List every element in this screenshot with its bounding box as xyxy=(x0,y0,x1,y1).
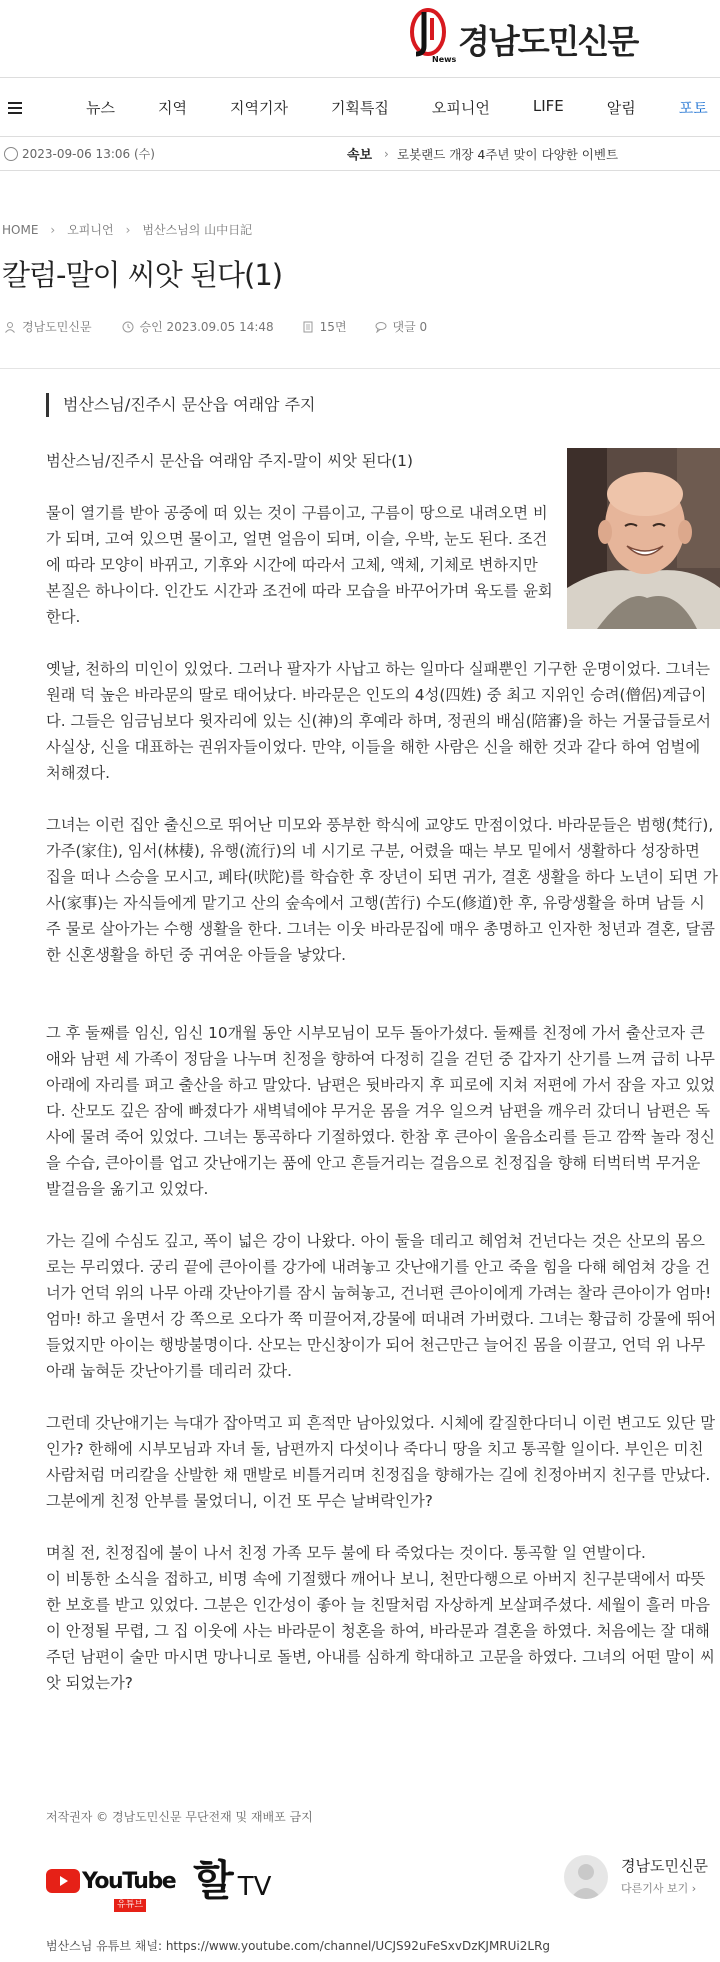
current-date: 2023-09-06 13:06 (수) xyxy=(22,147,155,161)
footer-logos xyxy=(46,1856,272,1910)
avatar xyxy=(564,1855,608,1899)
divider xyxy=(0,368,720,369)
hall-tv-logo[interactable] xyxy=(193,1856,272,1905)
chevron-right-icon: › xyxy=(50,222,56,237)
youtube-play-icon xyxy=(46,1869,80,1893)
nav-item-opinion[interactable]: 오피니언 xyxy=(431,99,490,117)
youtube-logo-text: YouTube xyxy=(82,1868,176,1894)
meta-author-name: 경남도민신문 xyxy=(22,320,92,334)
nav-item-news[interactable]: 뉴스 xyxy=(86,99,115,117)
youtube-sub-badge: 유튜브 xyxy=(114,1899,146,1912)
hall-tv-logo-tv: TV xyxy=(237,1872,272,1902)
article-paragraph: 그런데 갓난애기는 늑대가 잡아먹고 피 흔적만 남아있었다. 시체에 칼질한다더니 이런 변고도 있단 말인가? 한해에 시부모님과 자녀 둘, 남편까지 다섯이나 죽다니 땅을 치고 통곡할 일이다. 부인은 미친 사람처럼 머리칼을 산발한 채 맨발로 비틀거리며 친정집을 향해가는 길에 친정아버지 친구를 만났다. 그분에게 친정 안부를 물었더니, 이건 또 무슨 날벼락인가? xyxy=(46,1414,716,1510)
chevron-right-icon: › xyxy=(691,1882,697,1895)
nav-item-notice[interactable]: 알림 xyxy=(606,99,636,117)
flash-news-headline[interactable]: 로봇랜드 개장 4주년 맞이 다양한 이벤트 xyxy=(397,146,619,162)
article-body xyxy=(46,448,718,1722)
article-paragraph: 며칠 전, 친정집에 불이 나서 친정 가족 모두 불에 타 죽었다는 것이다. 통곡할 일 연발이다. 이 비통한 소식을 접하고, 비명 속에 기절했다 깨어나 보니, 천만다행으로 아버지 친구분댁에서 따뜻한 보호를 받고 있었다. 그분은 인간성이 좋아 늘 친딸처럼 자상하게 보살펴주셨다. 세월이 흘러 마음이 안정될 무렵, 그 집 이웃에 사는 바라문이 청혼을 하여, 바라문과 결혼을 하였다. 처음에는 잘 대해주던 남편이 술만 마시면 망나니로 돌변, 아내를 심하게 학대하고 고문을 하였다. 그녀의 어떤 말이 씨앗 되었는가? xyxy=(46,1544,715,1692)
hall-tv-logo-hall: 할 xyxy=(193,1856,234,1905)
chevron-right-icon: › xyxy=(125,222,131,237)
main-nav xyxy=(0,79,720,137)
more-articles-link[interactable] xyxy=(621,1880,696,1896)
article-paragraph: 옛날, 천하의 미인이 있었다. 그러나 팔자가 사납고 하는 일마다 실패뿐인 기구한 운명이었다. 그녀는 원래 덕 높은 바라문의 딸로 태어났다. 바라문은 인도의 4성(四姓) 중 최고 지위인 승려(僧侶)계급이다. 그들은 임금님보다 윗자리에 있는 신(神)의 후예라 하며, 정권의 배심(陪審)을 하는 거물급들로서 사실상, 신을 대표하는 권위자들이었다. 만약, 이들을 해한 사람은 신을 해한 것과 같다 하여 엄벌에 처해졌다. xyxy=(46,660,711,782)
author-name: 경남도민신문 xyxy=(621,1857,708,1875)
meta-comments[interactable] xyxy=(375,318,428,335)
newspaper-icon xyxy=(302,321,314,333)
article-paragraph: 범산스님/진주시 문산읍 여래암 주지-말이 씨앗 된다(1) xyxy=(46,452,413,470)
clock-icon xyxy=(4,147,18,161)
nav-item-region-reporter[interactable]: 지역기자 xyxy=(229,99,288,117)
meta-page-number: 15면 xyxy=(319,320,347,334)
breadcrumb-home[interactable]: HOME xyxy=(2,222,39,237)
breadcrumb-section[interactable]: 범산스님의 山中日記 xyxy=(142,223,253,237)
article-paragraph: 가는 길에 수심도 깊고, 폭이 넓은 강이 나왔다. 아이 둘을 데리고 헤엄쳐 건넌다는 것은 산모의 몸으로는 무리였다. 궁리 끝에 큰아이를 강가에 내려놓고 갓난애기를 안고 죽을 힘을 다해 헤엄쳐 강을 건너가 언덕 위의 나무 아래 갓난아기를 잠시 눕혀놓고, 건너편 큰아이에게 가려는 찰라 큰아이가 엄마! 엄마! 하고 울면서 강 쪽으로 오다가 쭉 미끌어져,강물에 떠내려 가버렸다. 그녀는 황급히 강물에 뛰어들었지만 아이는 행방불명이다. 산모는 만신창이가 되어 천근만근 늘어진 몸을 이끌고, 언덕 위 나무 아래 눕혀둔 갓난아기를 데리러 갔다. xyxy=(46,1232,717,1380)
flash-news-label: 속보 xyxy=(347,148,373,163)
article-title: 칼럼-말이 씨앗 된다(1) xyxy=(2,258,283,292)
meta-author xyxy=(4,318,92,335)
chevron-right-icon: › xyxy=(384,146,389,161)
copyright-notice: 저작권자 © 경남도민신문 무단전재 및 재배포 금지 xyxy=(46,1810,313,1824)
logo-mark-icon xyxy=(408,6,456,64)
breadcrumb xyxy=(2,221,252,238)
more-articles-label: 다른기사 보기 xyxy=(621,1882,689,1895)
meta-approved xyxy=(122,318,274,335)
author-box xyxy=(564,1852,720,1902)
youtube-channel-link[interactable]: 범산스님 유튜브 채널: https://www.youtube.com/channel/UCJS92uFeSxvDzKJMRUi2LRg xyxy=(46,1939,551,1953)
article-subtitle: 범산스님/진주시 문산읍 여래암 주지 xyxy=(46,393,316,417)
nav-item-life[interactable]: LIFE xyxy=(532,97,564,115)
logo-text: 경남도민신문 xyxy=(458,22,638,61)
article-paragraph: 물이 열기를 받아 공중에 떠 있는 것이 구름이고, 구름이 땅으로 내려오면 비가 되며, 고여 있으면 물이고, 얼면 얼음이 되며, 이슬, 우박, 눈도 된다. 조건에 따라 모양이 바뀌고, 기후와 시간에 따라서 고체, 액체, 기체로 변하지만 본질은 하나이다. 인간도 시간과 조건에 따라 모습을 바꾸어가며 육도를 윤회한다. xyxy=(46,504,553,626)
meta-page xyxy=(302,318,347,335)
breadcrumb-opinion[interactable]: 오피니언 xyxy=(67,223,114,237)
article-paragraph: 그 후 둘째를 임신, 임신 10개월 동안 시부모님이 모두 돌아가셨다. 둘째를 친정에 가서 출산코자 큰애와 남편 세 가족이 정담을 나누며 친정을 향하여 다정히 길을 걷던 중 갑자기 산기를 느껴 급히 나무 아래에 자리를 펴고 출산을 하고 말았다. 남편은 뒷바라지 후 피로에 지쳐 저편에 가서 잠을 자고 있었다. 산모도 깊은 잠에 빠졌다가 새벽녘에야 무거운 몸을 겨우 일으켜 남편을 깨우러 갔더니 남편은 독사에 물려 죽어 있었다. 그녀는 통곡하다 기절하였다. 한참 후 큰아이 울음소리를 듣고 깜짝 놀라 정신을 수습, 큰아이를 업고 갓난애기는 품에 안고 흔들거리는 걸음으로 친정집을 향해 터벅터벅 무거운 발걸음을 옮기고 있었다. xyxy=(46,1024,715,1198)
ticker-bar xyxy=(0,137,720,171)
svg-text:News: News xyxy=(432,55,456,64)
nav-item-region[interactable]: 지역 xyxy=(157,99,187,117)
nav-item-special[interactable]: 기획특집 xyxy=(330,99,389,117)
hamburger-icon[interactable] xyxy=(2,79,28,137)
meta-comment-count: 댓글 0 xyxy=(392,320,428,334)
nav-list xyxy=(58,97,708,118)
meta-approved-date: 승인 2023.09.05 14:48 xyxy=(139,320,274,334)
article-paragraph: 그녀는 이런 집안 출신으로 뛰어난 미모와 풍부한 학식에 교양도 만점이었다. 바라문들은 범행(梵行), 가주(家住), 임서(林棲), 유행(流行)의 네 시기로 구분, 어렸을 때는 부모 밑에서 생활하다 성장하면 집을 떠나 스승을 모시고, 폐타(吠陀)를 학습한 후 장년이 되면 귀가, 결혼 생활을 하다 노년이 되면 가사(家事)는 자식들에게 맡기고 산의 숲속에서 고행(苦行) 수도(修道)한 후, 유랑생활을 하며 남들 시주 물로 살아가는 수행 생활을 한다. 그녀는 이웃 바라문집에 매우 총명하고 인자한 청년과 결혼, 달콤한 신혼생활을 하던 중 귀여운 아들을 낳았다. xyxy=(46,816,718,964)
logo-bar xyxy=(0,0,720,78)
site-logo[interactable] xyxy=(408,6,678,68)
youtube-logo[interactable] xyxy=(46,1868,176,1910)
nav-item-photo[interactable]: 포토 xyxy=(678,99,708,117)
clock-icon xyxy=(122,321,134,333)
comment-icon xyxy=(375,321,387,333)
article-meta xyxy=(4,318,720,335)
user-icon xyxy=(4,321,16,333)
user-avatar-icon xyxy=(564,1855,608,1899)
